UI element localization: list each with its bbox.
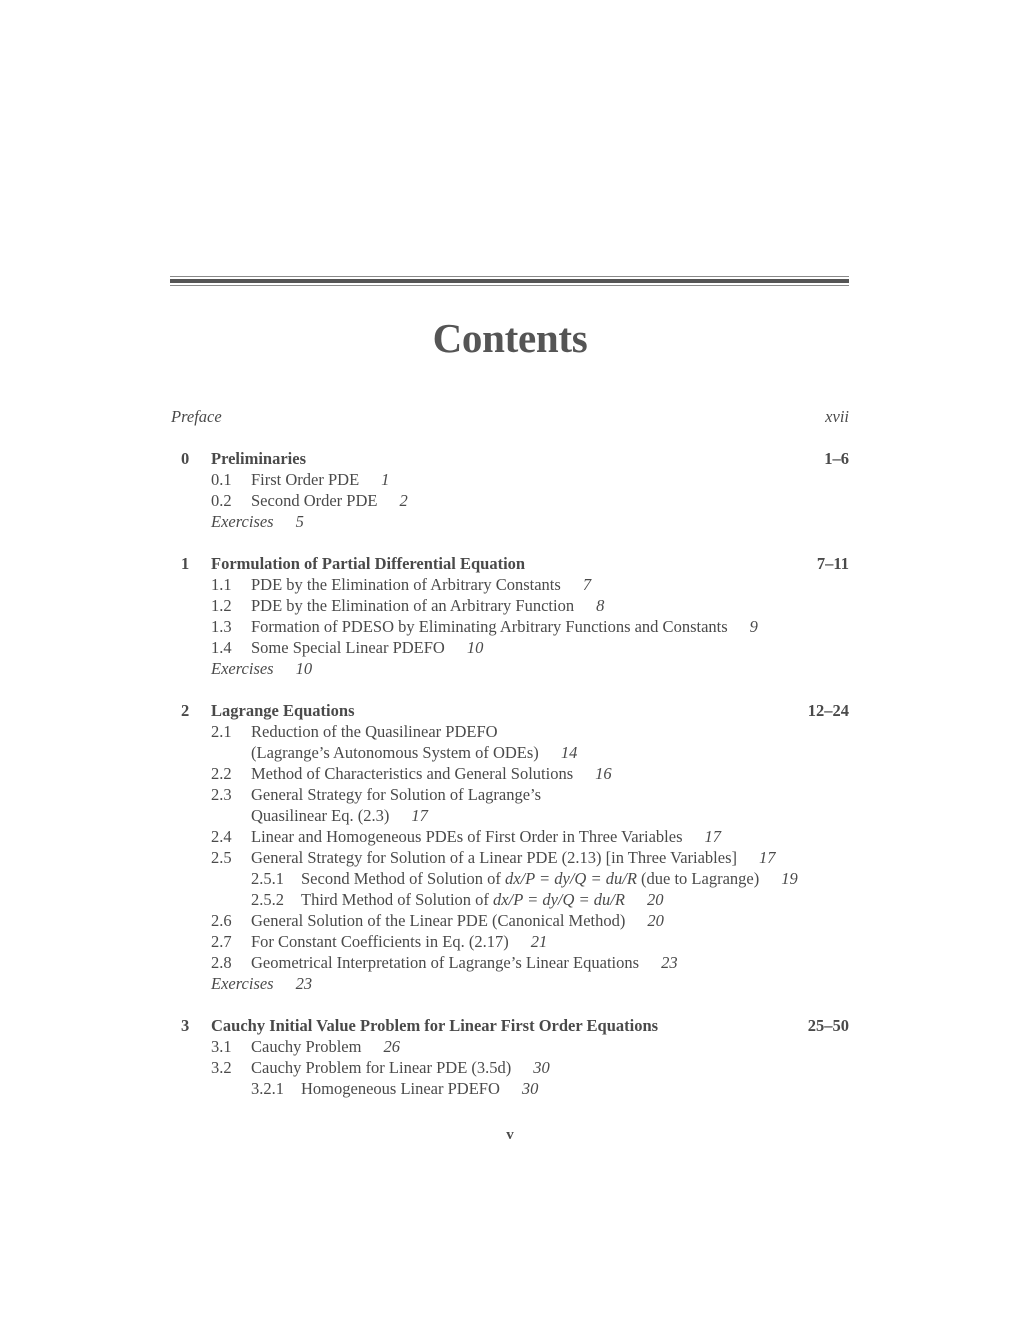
section-title: General Solution of the Linear PDE (Canonical Method): [251, 911, 626, 930]
toc-chapter-2[interactable]: [0, 700, 1020, 721]
section-page: 10: [466, 638, 484, 657]
toc-section[interactable]: [0, 1057, 1020, 1078]
chapter-title: Formulation of Partial Differential Equation: [211, 554, 526, 573]
section-title-line2: (Lagrange’s Autonomous System of ODEs): [251, 743, 539, 762]
section-page: 7: [582, 575, 592, 594]
subsection-number: 3.2.1: [251, 1079, 284, 1098]
section-page: 14: [560, 743, 578, 762]
section-page: 17: [704, 827, 721, 846]
subsection-math: dx/P = dy/Q = du/R: [493, 890, 625, 909]
section-number: 2.1: [211, 722, 232, 741]
subsection-title-suffix: (due to Lagrange): [641, 869, 760, 888]
section-page: 20: [647, 911, 664, 930]
toc-section-continued[interactable]: [0, 805, 1020, 826]
toc-section[interactable]: [0, 574, 1020, 595]
top-rule-thick: [170, 279, 849, 283]
toc-exercises[interactable]: [0, 511, 1020, 532]
section-page: 23: [661, 953, 678, 972]
section-page: 16: [595, 764, 612, 783]
section-page: 9: [749, 617, 758, 636]
preface-label: Preface: [171, 407, 222, 426]
section-number: 1.4: [211, 638, 232, 657]
toc-exercises[interactable]: [0, 658, 1020, 679]
toc-section[interactable]: [0, 1036, 1020, 1057]
toc-chapter-3[interactable]: [0, 1015, 1020, 1036]
section-number: 2.3: [211, 785, 232, 804]
section-number: 3.1: [211, 1037, 232, 1056]
section-title: PDE by the Elimination of an Arbitrary Function: [251, 596, 575, 615]
toc-section[interactable]: [0, 826, 1020, 847]
section-title: Cauchy Problem for Linear PDE (3.5d): [251, 1058, 512, 1077]
toc-section[interactable]: [0, 847, 1020, 868]
exercises-page: 10: [295, 659, 313, 678]
top-rule-thin-bottom: [170, 285, 849, 286]
section-title: Geometrical Interpretation of Lagrange’s Linear Equations: [251, 953, 640, 972]
exercises-page: 5: [295, 512, 304, 531]
chapter-number: 0: [181, 449, 190, 468]
section-page: 2: [399, 491, 408, 510]
toc-section[interactable]: [0, 763, 1020, 784]
section-number: 2.8: [211, 953, 232, 972]
chapter-pages: 1–6: [824, 449, 849, 468]
subsection-math: dx/P = dy/Q = du/R: [504, 869, 637, 888]
subsection-title: Homogeneous Linear PDEFO: [301, 1079, 500, 1098]
section-number: 1.3: [211, 617, 232, 636]
toc-section[interactable]: [0, 469, 1020, 490]
section-title: Method of Characteristics and General Solutions: [251, 764, 574, 783]
section-number: 2.2: [211, 764, 232, 783]
subsection-page: 30: [521, 1079, 539, 1098]
toc-section[interactable]: [0, 931, 1020, 952]
section-number: 2.6: [211, 911, 232, 930]
section-number: 3.2: [211, 1058, 232, 1077]
toc-section-continued[interactable]: [0, 742, 1020, 763]
toc-subsection[interactable]: [0, 889, 1020, 910]
chapter-title: Preliminaries: [211, 449, 307, 468]
chapter-pages: 7–11: [816, 554, 849, 573]
section-title: Second Order PDE: [251, 491, 378, 510]
toc-subsection[interactable]: [0, 868, 1020, 889]
section-title: Formation of PDESO by Eliminating Arbitrary Functions and Constants: [251, 617, 728, 636]
chapter-pages: 12–24: [807, 701, 849, 720]
section-page: 21: [530, 932, 548, 951]
toc-section[interactable]: [0, 910, 1020, 931]
preface-page: xvii: [825, 407, 849, 426]
section-number: 1.1: [211, 575, 232, 594]
section-title: General Strategy for Solution of a Linear PDE (2.13) [in Three Variables]: [251, 848, 737, 867]
section-title: Reduction of the Quasilinear PDEFO: [251, 722, 498, 741]
chapter-number: 1: [181, 554, 190, 573]
chapter-number: 3: [181, 1016, 190, 1035]
toc-subsection[interactable]: [0, 1078, 1020, 1099]
section-title: PDE by the Elimination of Arbitrary Constants: [251, 575, 561, 594]
subsection-title: Third Method of Solution of: [301, 890, 489, 909]
toc-section[interactable]: [0, 490, 1020, 511]
toc-section[interactable]: [0, 952, 1020, 973]
section-title: Some Special Linear PDEFO: [251, 638, 445, 657]
toc-preface[interactable]: [0, 406, 1020, 427]
subsection-number: 2.5.2: [251, 890, 284, 909]
toc-section[interactable]: [0, 784, 1020, 805]
section-page: 30: [533, 1058, 550, 1077]
toc-chapter-0[interactable]: [0, 448, 1020, 469]
toc-exercises[interactable]: [0, 973, 1020, 994]
section-title-line2: Quasilinear Eq. (2.3): [251, 806, 390, 825]
subsection-number: 2.5.1: [251, 869, 284, 888]
section-number: 0.1: [211, 470, 232, 489]
section-title: Cauchy Problem: [251, 1037, 362, 1056]
toc-section[interactable]: [0, 637, 1020, 658]
section-number: 0.2: [211, 491, 232, 510]
chapter-title: Lagrange Equations: [211, 701, 355, 720]
toc-section[interactable]: [0, 616, 1020, 637]
subsection-title: Second Method of Solution of: [301, 869, 501, 888]
section-page: 17: [759, 848, 776, 867]
section-number: 1.2: [211, 596, 232, 615]
exercises-label: Exercises: [211, 659, 274, 678]
section-title: General Strategy for Solution of Lagrange’s: [251, 785, 542, 804]
section-page: 1: [381, 470, 390, 489]
section-number: 2.5: [211, 848, 232, 867]
page-title: Contents: [432, 315, 588, 361]
toc-section[interactable]: [0, 721, 1020, 742]
section-page: 26: [383, 1037, 400, 1056]
exercises-label: Exercises: [211, 974, 274, 993]
toc-chapter-1[interactable]: [0, 553, 1020, 574]
subsection-page: 19: [781, 869, 798, 888]
section-page: 17: [411, 806, 428, 825]
section-page: 8: [596, 596, 605, 615]
subsection-page: 20: [646, 890, 664, 909]
section-title: Linear and Homogeneous PDEs of First Order in Three Variables: [251, 827, 683, 846]
exercises-label: Exercises: [211, 512, 274, 531]
section-number: 2.4: [211, 827, 232, 846]
section-title: For Constant Coefficients in Eq. (2.17): [251, 932, 509, 951]
chapter-number: 2: [181, 701, 190, 720]
section-title: First Order PDE: [251, 470, 360, 489]
chapter-pages: 25–50: [807, 1016, 849, 1035]
chapter-title: Cauchy Initial Value Problem for Linear First Order Equations: [211, 1016, 659, 1035]
exercises-page: 23: [295, 974, 313, 993]
section-number: 2.7: [211, 932, 232, 951]
top-rule-thin: [170, 276, 849, 277]
toc-section[interactable]: [0, 595, 1020, 616]
page-folio: v: [506, 1127, 514, 1143]
